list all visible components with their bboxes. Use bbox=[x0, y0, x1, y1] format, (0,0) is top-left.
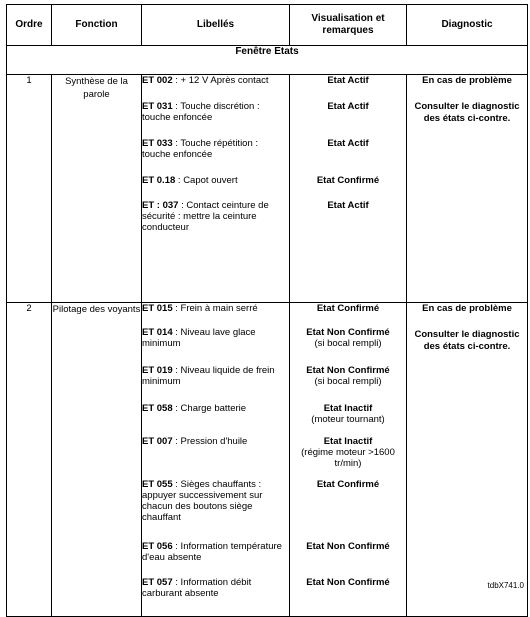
libelle-item bbox=[142, 403, 289, 436]
libelle-code: ET 019 bbox=[142, 365, 173, 376]
libelles-cell bbox=[142, 75, 290, 303]
state-value: Etat Confirmé bbox=[316, 303, 380, 314]
visualisation-item bbox=[290, 541, 406, 577]
libelle-text: : Niveau lave glace minimum bbox=[142, 327, 256, 349]
libelle-item bbox=[142, 175, 289, 200]
diagnostic-cell bbox=[407, 75, 528, 303]
state-value: Etat Inactif bbox=[323, 436, 373, 447]
libelle-item bbox=[142, 541, 289, 577]
libelle-item bbox=[142, 303, 289, 327]
state-value: Etat Non Confirmé bbox=[306, 541, 390, 552]
libelle-text: : Frein à main serré bbox=[172, 303, 258, 314]
visualisation-item bbox=[290, 138, 406, 175]
header-diagnostic: Diagnostic bbox=[407, 5, 528, 46]
state-value: Etat Non Confirmé bbox=[306, 365, 390, 376]
libelle-item bbox=[142, 75, 289, 101]
libelle-code: ET 015 bbox=[142, 303, 173, 314]
libelle-code: ET 033 bbox=[142, 138, 173, 149]
libelle-item bbox=[142, 577, 289, 607]
libelle-code: ET 002 bbox=[142, 75, 173, 86]
visualisation-item bbox=[290, 75, 406, 101]
libelle-code: ET 007 bbox=[142, 436, 173, 447]
diagnostic-problem: En cas de problème bbox=[422, 303, 512, 314]
libelle-code: ET 055 bbox=[142, 479, 173, 490]
diagnostic-cell bbox=[407, 303, 528, 617]
visualisation-item bbox=[290, 479, 406, 541]
visualisation-cell bbox=[290, 303, 407, 617]
state-value: Etat Inactif bbox=[323, 403, 373, 414]
visualisation-item bbox=[290, 303, 406, 327]
diagnostic-problem: En cas de problème bbox=[422, 75, 512, 86]
header-visualisation: Visualisation et remarques bbox=[290, 5, 407, 46]
group-row-2 bbox=[7, 303, 528, 617]
group-row-1 bbox=[7, 75, 528, 303]
libelle-item bbox=[142, 101, 289, 138]
diagnostic-advice: Consulter le diagnostic des états ci-contre. bbox=[414, 329, 520, 352]
libelles-cell bbox=[142, 303, 290, 617]
state-value: Etat Actif bbox=[327, 138, 369, 149]
header-fonction: Fonction bbox=[52, 5, 142, 46]
header-libelles: Libellés bbox=[142, 5, 290, 46]
libelle-item bbox=[142, 327, 289, 365]
state-value: Etat Confirmé bbox=[316, 175, 380, 186]
libelle-text: : Charge batterie bbox=[172, 403, 247, 414]
state-note: (si bocal rempli) bbox=[314, 376, 382, 387]
diagnostic-advice: Consulter le diagnostic des états ci-contre. bbox=[414, 101, 520, 124]
libelle-code: ET 056 bbox=[142, 541, 173, 552]
visualisation-item bbox=[290, 436, 406, 479]
visualisation-cell bbox=[290, 75, 407, 303]
libelle-text: : Information débit carburant absente bbox=[142, 577, 252, 599]
ordre-cell: 1 bbox=[7, 75, 52, 303]
libelle-text: : Contact ceinture de sécurité : mettre la ceinture conducteur bbox=[142, 200, 269, 233]
libelle-text: : Pression d'huile bbox=[172, 436, 248, 447]
state-value: Etat Actif bbox=[327, 200, 369, 211]
libelle-item bbox=[142, 200, 289, 248]
visualisation-item bbox=[290, 101, 406, 138]
state-value: Etat Actif bbox=[327, 75, 369, 86]
visualisation-item bbox=[290, 403, 406, 436]
state-note: (si bocal rempli) bbox=[314, 338, 382, 349]
visualisation-item bbox=[290, 577, 406, 607]
state-value: Etat Non Confirmé bbox=[306, 577, 390, 588]
visualisation-item bbox=[290, 327, 406, 365]
libelle-code: ET 057 bbox=[142, 577, 173, 588]
image-reference: tdbX741.0 bbox=[487, 581, 524, 590]
libelle-text: : Touche répétition : touche enfoncée bbox=[142, 138, 259, 160]
ordre-cell: 2 bbox=[7, 303, 52, 617]
state-value: Etat Confirmé bbox=[316, 479, 380, 490]
state-note: (moteur tournant) bbox=[311, 414, 385, 425]
libelle-text: : Sièges chauffants : appuyer successivement sur chacun des boutons siège chauffant bbox=[142, 479, 263, 523]
state-note: (régime moteur >1600 tr/min) bbox=[301, 447, 395, 469]
libelle-text: : Touche discrétion : touche enfoncée bbox=[142, 101, 260, 123]
header-ordre: Ordre bbox=[7, 5, 52, 46]
libelle-code: ET : 037 bbox=[142, 200, 179, 211]
section-row bbox=[7, 46, 528, 75]
libelle-code: ET 014 bbox=[142, 327, 173, 338]
visualisation-item bbox=[290, 365, 406, 403]
state-value: Etat Actif bbox=[327, 101, 369, 112]
libelle-text: : Information température d'eau absente bbox=[142, 541, 282, 563]
visualisation-item bbox=[290, 200, 406, 248]
state-value: Etat Non Confirmé bbox=[306, 327, 390, 338]
libelle-item bbox=[142, 479, 289, 541]
libelle-item bbox=[142, 365, 289, 403]
libelle-text: : Niveau liquide de frein minimum bbox=[142, 365, 275, 387]
header-row bbox=[7, 5, 528, 46]
fonction-cell: Synthèse de la parole bbox=[52, 75, 142, 303]
libelle-code: ET 058 bbox=[142, 403, 173, 414]
section-title: Fenêtre Etats bbox=[7, 46, 528, 75]
libelle-code: ET 0.18 bbox=[142, 175, 176, 186]
diagnostic-table bbox=[6, 4, 528, 617]
visualisation-item bbox=[290, 175, 406, 200]
libelle-text: : + 12 V Après contact bbox=[172, 75, 269, 86]
libelle-text: : Capot ouvert bbox=[175, 175, 238, 186]
libelle-code: ET 031 bbox=[142, 101, 173, 112]
libelle-item bbox=[142, 436, 289, 479]
libelle-item bbox=[142, 138, 289, 175]
fonction-cell: Pilotage des voyants bbox=[52, 303, 142, 617]
